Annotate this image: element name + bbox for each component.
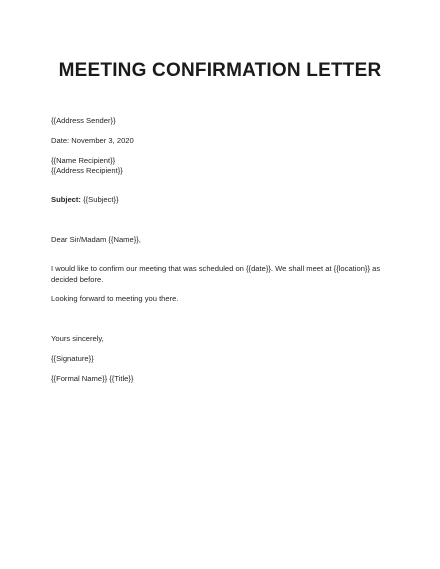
signature: {{Signature}} — [51, 354, 94, 363]
subject-line — [51, 194, 119, 205]
body-paragraph-1: I would like to confirm our meeting that was scheduled on {{date}}. We shall meet at {{location}} as decided before. — [51, 264, 381, 284]
name-recipient: {{Name Recipient}} — [51, 156, 116, 165]
subject-label: Subject: — [51, 195, 81, 204]
address-recipient: {{Address Recipient}} — [51, 166, 123, 175]
formal-name-title: {{Formal Name}} {{Title}} — [51, 374, 134, 383]
address-sender: {{Address Sender}} — [51, 116, 116, 125]
subject-value: {{Subject}} — [80, 195, 119, 204]
closing: Yours sincerely, — [51, 334, 104, 343]
body-paragraph-2: Looking forward to meeting you there. — [51, 294, 179, 303]
page-title: MEETING CONFIRMATION LETTER — [58, 60, 382, 81]
salutation: Dear Sir/Madam {{Name}}, — [51, 235, 141, 244]
letter-date: Date: November 3, 2020 — [51, 136, 134, 145]
